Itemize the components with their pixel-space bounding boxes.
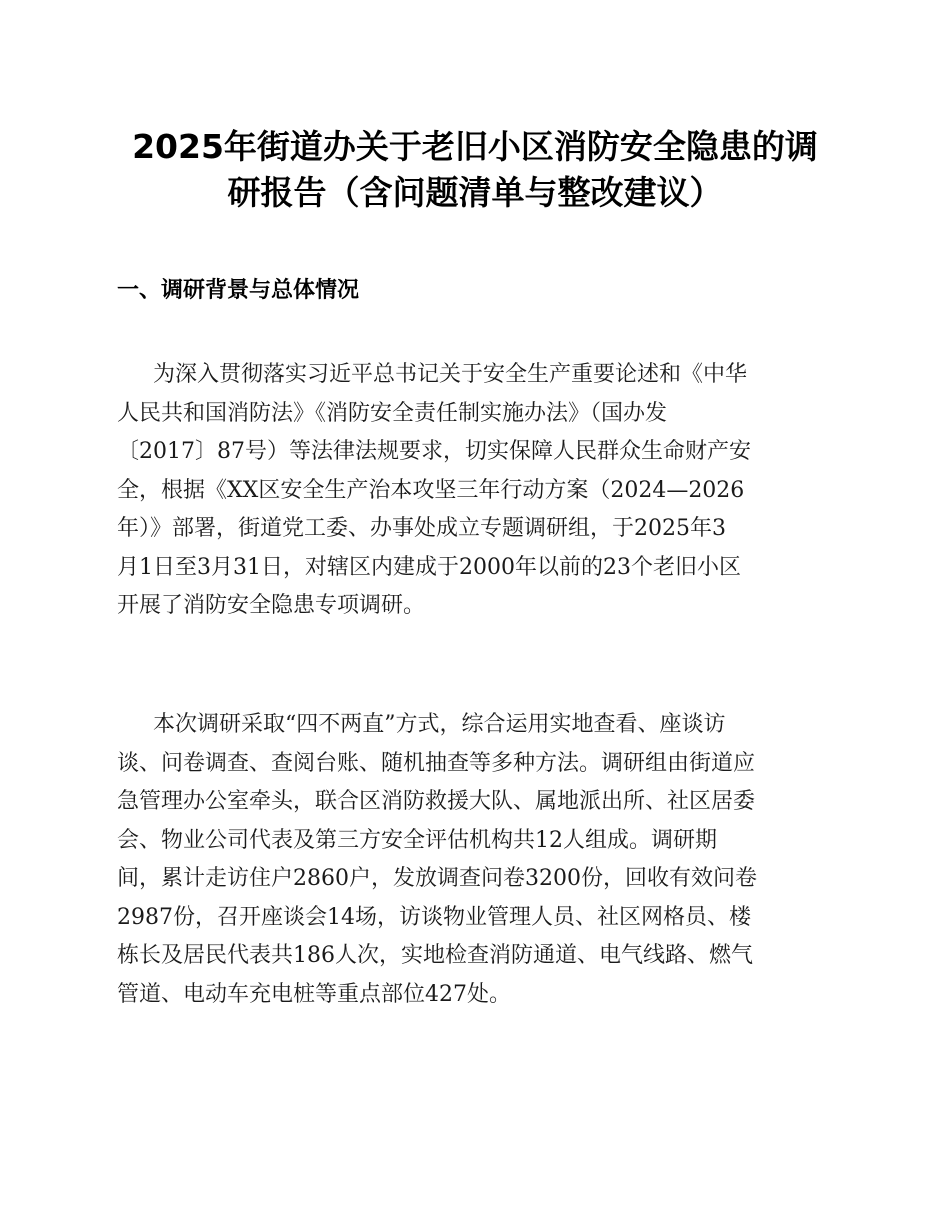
paragraph-line: 间，累计走访住户2860户，发放调查问卷3200份，回收有效问卷 (117, 866, 757, 891)
paragraph-line: 会、物业公司代表及第三方安全评估机构共12人组成。调研期 (117, 827, 717, 853)
paragraph-line: 开展了消防安全隐患专项调研。 (117, 593, 426, 618)
paragraph-background (117, 356, 837, 626)
paragraph-method (117, 706, 837, 1014)
document-title (0, 124, 950, 216)
paragraph-line: 本次调研采取“四不两直”方式，综合运用实地查看、座谈访 (153, 712, 726, 737)
paragraph-line: 月1日至3月31日，对辖区内建成于2000年以前的23个老旧小区 (117, 554, 741, 580)
paragraph-line: 为深入贯彻落实习近平总书记关于安全生产重要论述和《中华 (153, 362, 748, 387)
paragraph-line: 全，根据《XX区安全生产治本攻坚三年行动方案（2024—2026 (117, 477, 745, 503)
section-heading: 一、调研背景与总体情况 (117, 278, 360, 303)
paragraph-line: 年）》部署，街道党工委、办事处成立专题调研组，于2025年3 (117, 516, 726, 541)
title-line-2: 研报告（含问题清单与整改建议） (227, 173, 723, 212)
paragraph-line: 急管理办公室牵头，联合区消防救援大队、属地派出所、社区居委 (117, 789, 756, 814)
paragraph-line: 谈、问卷调查、查阅台账、随机抽查等多种方法。调研组由街道应 (117, 750, 756, 776)
title-line-1: 2025年街道办关于老旧小区消防安全隐患的调 (132, 127, 818, 166)
paragraph-line: 栋长及居民代表共186人次，实地检查消防通道、电气线路、燃气 (117, 943, 753, 968)
paragraph-line: 人民共和国消防法》《消防安全责任制实施办法》（国办发 (117, 400, 668, 426)
paragraph-line: 管道、电动车充电桩等重点部位427处。 (117, 981, 511, 1007)
paragraph-line: 〔2017〕87号）等法律法规要求，切实保障人民群众生命财产安 (117, 439, 751, 464)
paragraph-line: 2987份，召开座谈会14场，访谈物业管理人员、社区网格员、楼 (117, 904, 751, 930)
